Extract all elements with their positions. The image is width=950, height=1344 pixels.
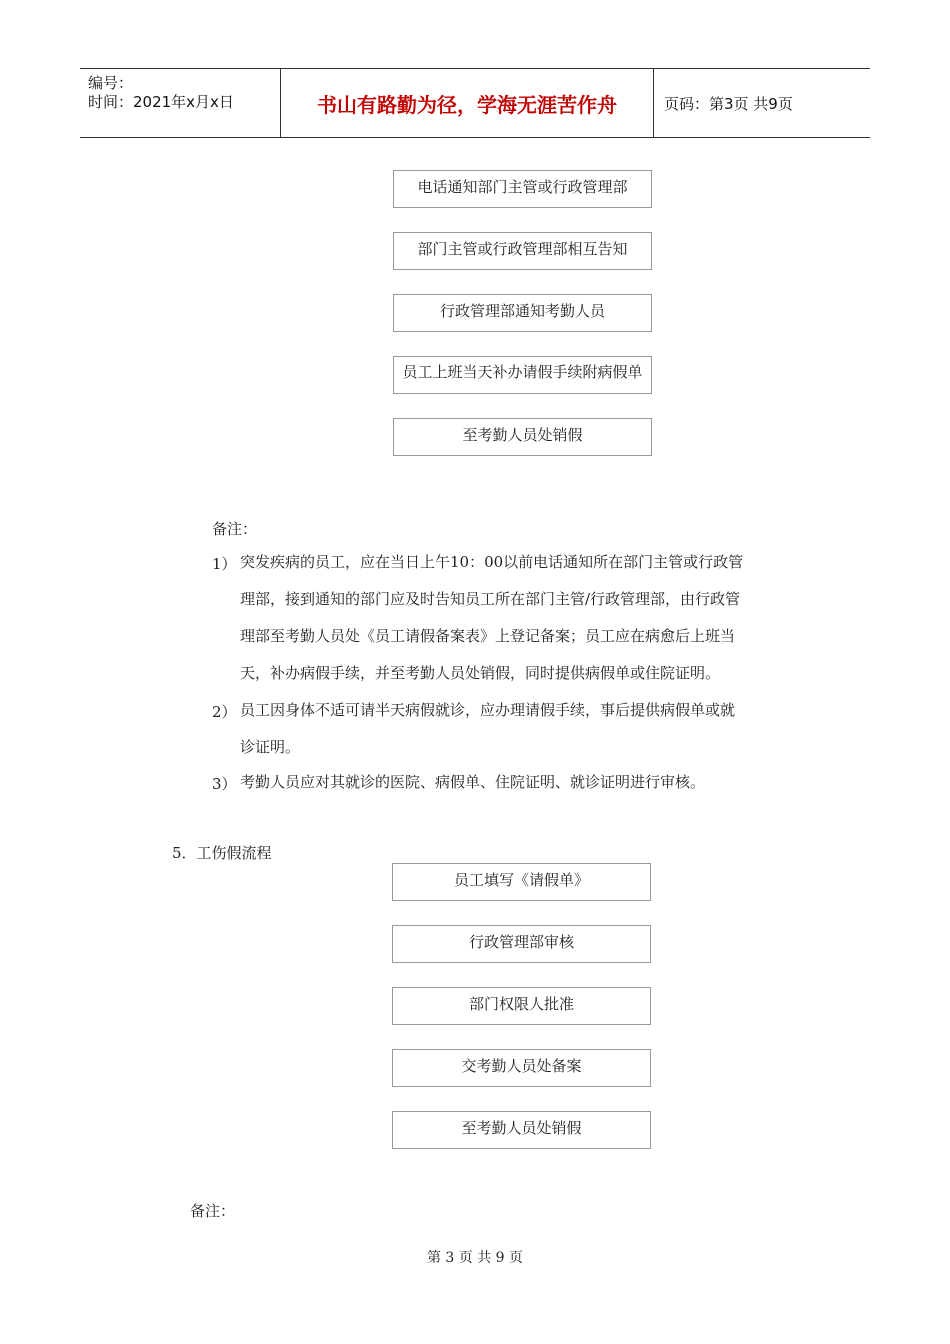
note-line: 突发疾病的员工，应在当日上午10：00以前电话通知所在部门主管或行政管 <box>240 553 744 571</box>
flow2-step-4 <box>392 1049 651 1087</box>
page-code: 页码：第3页 共9页 <box>664 94 793 113</box>
note-num: 1） <box>212 555 237 573</box>
note-body <box>240 692 820 766</box>
flow2-step-5 <box>392 1111 651 1149</box>
motto: 书山有路勤为径，学海无涯苦作舟 <box>317 92 617 117</box>
number-label: 编号： <box>88 74 134 92</box>
flow1-step-label: 部门主管或行政管理部相互告知 <box>417 240 628 258</box>
flow2-step-label: 行政管理部审核 <box>468 933 574 951</box>
flow2-step-1 <box>392 863 651 901</box>
flow1-step-4 <box>393 356 652 394</box>
flow2-step-label: 员工填写《请假单》 <box>453 871 589 889</box>
flow1-step-1 <box>393 170 652 208</box>
flow2-step-label: 交考勤人员处备案 <box>461 1057 582 1075</box>
flow2-step-label: 至考勤人员处销假 <box>461 1119 582 1137</box>
flow1-step-label: 电话通知部门主管或行政管理部 <box>417 178 628 196</box>
flow1-step-label: 至考勤人员处销假 <box>462 426 583 444</box>
flow1-step-label: 员工上班当天补办请假手续附病假单 <box>402 363 643 381</box>
note-line: 理部至考勤人员处《员工请假备案表》上登记备案；员工应在病愈后上班当 <box>240 627 736 645</box>
flow2-step-2 <box>392 925 651 963</box>
note-line: 理部，接到通知的部门应及时告知员工所在部门主管/行政管理部，由行政管 <box>240 590 741 608</box>
note-line: 员工因身体不适可请半天病假就诊，应办理请假手续，事后提供病假单或就 <box>240 701 736 719</box>
note-num: 2） <box>212 703 237 721</box>
flow1-step-5 <box>393 418 652 456</box>
flow2-step-3 <box>392 987 651 1025</box>
notes1-title: 备注： <box>212 520 258 538</box>
flow2-step-label: 部门权限人批准 <box>468 995 574 1013</box>
note-line: 考勤人员应对其就诊的医院、病假单、住院证明、就诊证明进行审核。 <box>240 773 706 791</box>
section5-title: 5．工伤假流程 <box>172 844 272 862</box>
note-body <box>240 544 820 692</box>
header-meta-cell <box>80 69 281 137</box>
page-header <box>80 68 870 138</box>
section5-note-title: 备注： <box>190 1202 236 1220</box>
flow1-step-2 <box>393 232 652 270</box>
flow1-step-label: 行政管理部通知考勤人员 <box>439 302 605 320</box>
page-footer: 第 3 页 共 9 页 <box>426 1250 524 1266</box>
note-num: 3） <box>212 775 237 793</box>
note-line: 天，补办病假手续，并至考勤人员处销假，同时提供病假单或住院证明。 <box>240 664 721 682</box>
header-page-cell <box>654 69 870 137</box>
header-motto-cell <box>281 69 654 137</box>
flow1-step-3 <box>393 294 652 332</box>
note-line: 诊证明。 <box>240 738 301 756</box>
note-body <box>240 764 820 801</box>
date-label: 时间：2021年x月x日 <box>88 93 234 111</box>
